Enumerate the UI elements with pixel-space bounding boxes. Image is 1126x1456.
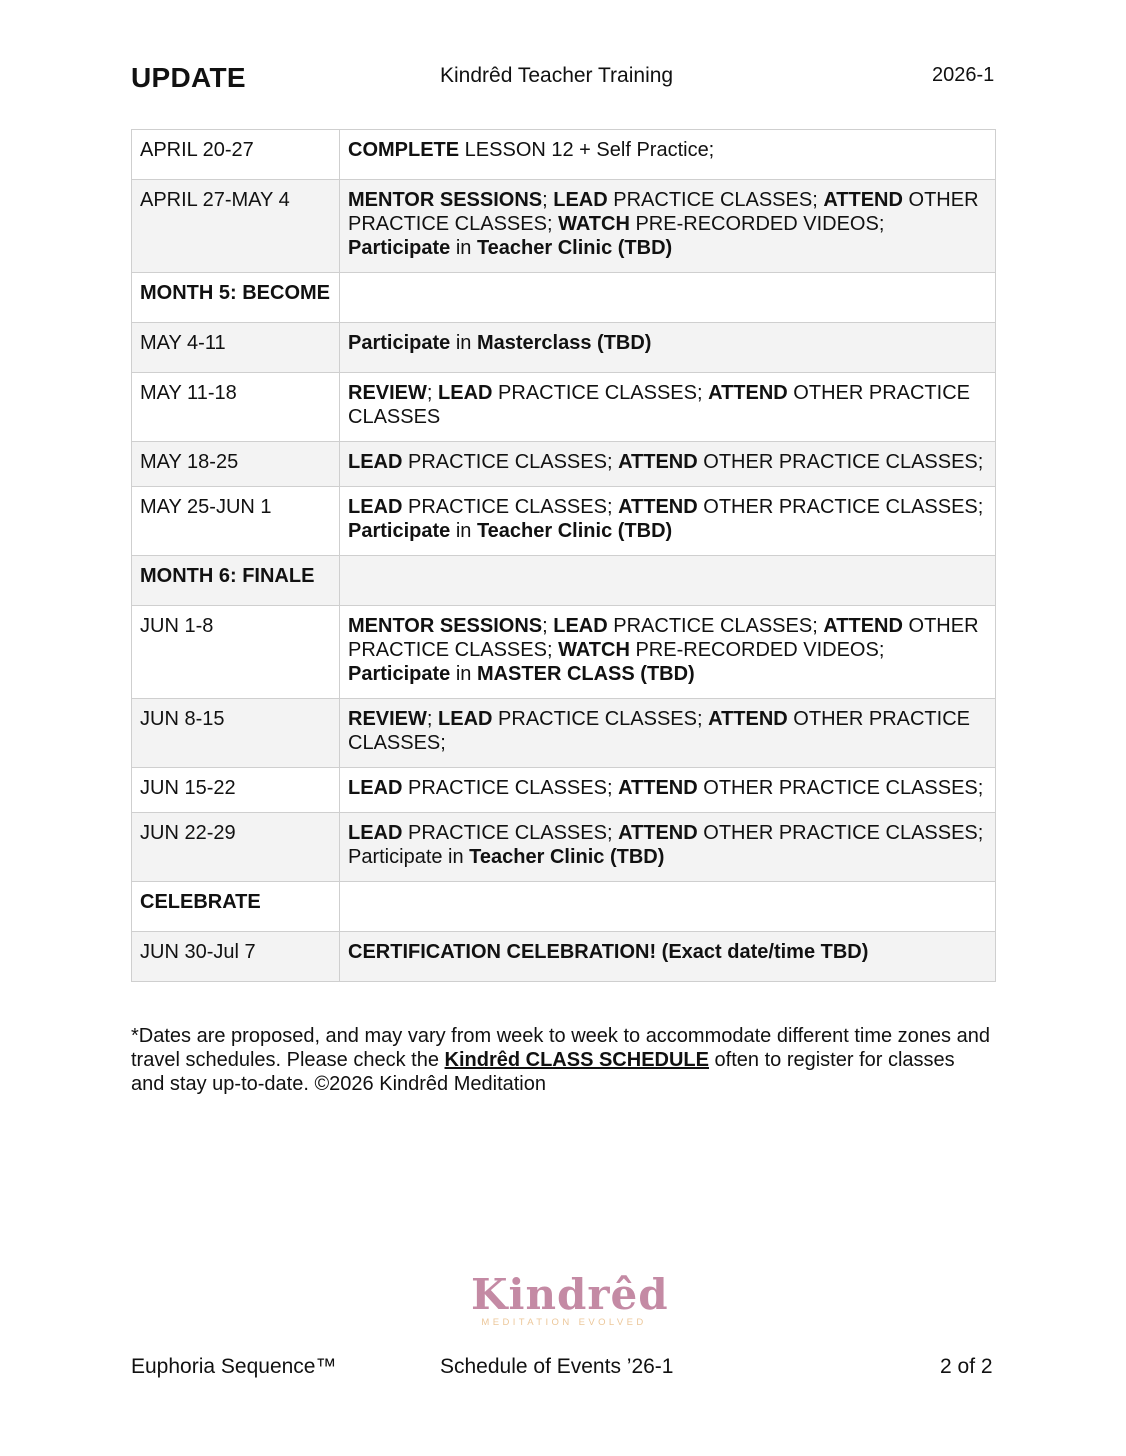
table-row [132,273,996,323]
activity-keyword: ATTEND [618,496,698,518]
activity-text: ; [542,615,554,637]
footer-sequence: Euphoria Sequence™ [131,1355,337,1378]
date-cell: MAY 11-18 [132,373,340,442]
activity-keyword: LEAD [553,189,608,211]
activity-text: in [450,663,477,685]
schedule-table-body [132,130,996,982]
activity-text: in [450,520,477,542]
activity-keyword: LEAD [348,777,403,799]
activity-keyword: Participate [348,520,451,542]
table-row [132,487,996,556]
table-row [132,373,996,442]
kindred-logo [471,1270,669,1328]
activity-cell [340,442,996,487]
table-row [132,932,996,982]
activity-keyword: ATTEND [618,777,698,799]
activity-text: OTHER PRACTICE CLASSES; [348,708,970,754]
activity-keyword: LEAD [348,451,403,473]
table-row [132,442,996,487]
activity-cell [340,768,996,813]
activity-text: OTHER PRACTICE CLASSES; Participate in [348,822,984,868]
logo-tagline: MEDITATION EVOLVED [481,1317,647,1328]
activity-keyword: Participate [348,663,451,685]
activity-keyword: WATCH [558,639,630,661]
activity-text: OTHER PRACTICE CLASSES; [348,615,979,661]
activity-keyword: LEAD [438,382,493,404]
date-cell: MAY 25-JUN 1 [132,487,340,556]
activity-text: PRE-RECORDED VIDEOS; [629,213,885,235]
activity-text: PRACTICE CLASSES; [402,777,619,799]
activity-cell [340,273,996,323]
activity-keyword: Teacher Clinic (TBD) [476,520,673,542]
activity-text: ; [426,708,439,730]
date-cell: APRIL 20-27 [132,130,340,180]
activity-keyword: ATTEND [708,708,788,730]
table-row [132,556,996,606]
activity-keyword: ATTEND [708,382,788,404]
date-cell: JUN 1-8 [132,606,340,699]
activity-keyword: LEAD [438,708,493,730]
table-row [132,768,996,813]
activity-keyword: ATTEND [823,615,903,637]
footnote [131,1024,991,1096]
activity-keyword: Participate [348,332,451,354]
activity-cell [340,130,996,180]
activity-text: PRACTICE CLASSES; [402,496,619,518]
table-row [132,699,996,768]
table-row [132,813,996,882]
date-cell: JUN 15-22 [132,768,340,813]
date-cell: APRIL 27-MAY 4 [132,180,340,273]
activity-keyword: MENTOR SESSIONS [348,615,543,637]
activity-keyword: REVIEW [348,708,427,730]
section-heading-cell: MONTH 6: FINALE [132,556,340,606]
activity-keyword: LEAD [348,822,403,844]
activity-keyword: REVIEW [348,382,427,404]
activity-text: in [450,237,477,259]
activity-keyword: ATTEND [618,451,698,473]
activity-text: ; [426,382,439,404]
activity-cell [340,323,996,373]
activity-text: OTHER PRACTICE CLASSES; [348,189,979,235]
activity-keyword: COMPLETE [348,139,460,161]
header-update: UPDATE [131,62,246,93]
activity-text: PRACTICE CLASSES; [492,708,709,730]
activity-keyword: LEAD [348,496,403,518]
activity-text: ; [542,189,554,211]
section-heading-cell: CELEBRATE [132,882,340,932]
activity-text: OTHER PRACTICE CLASSES; [697,777,984,799]
footnote-text-before: *Dates are proposed, and may vary from week to week to accommodate different time zones and travel schedules. Please check the [131,1025,990,1071]
logo-wordmark: Kindrêd [471,1270,669,1319]
activity-cell [340,373,996,442]
activity-text: PRACTICE CLASSES; [402,822,619,844]
footnote-text-after: often to register for classes and stay up-to-date. ©2026 Kindrêd Meditation [131,1049,955,1095]
date-cell: JUN 8-15 [132,699,340,768]
activity-text: PRACTICE CLASSES; [492,382,709,404]
activity-keyword: Teacher Clinic (TBD) [476,237,673,259]
header-term: 2026-1 [932,64,995,86]
activity-text: OTHER PRACTICE CLASSES [348,382,970,428]
date-cell: MAY 4-11 [132,323,340,373]
table-row [132,882,996,932]
activity-keyword: Masterclass (TBD) [476,332,652,354]
table-row [132,130,996,180]
section-heading-cell: MONTH 5: BECOME [132,273,340,323]
activity-text: PRACTICE CLASSES; [402,451,619,473]
activity-text: in [450,332,477,354]
activity-keyword: ATTEND [618,822,698,844]
activity-cell [340,487,996,556]
page-number: 2 of 2 [940,1355,993,1378]
activity-text: OTHER PRACTICE CLASSES; [697,496,984,518]
header-title: Kindrêd Teacher Training [440,64,674,87]
footer-title: Schedule of Events ’26-1 [440,1355,674,1378]
table-row [132,180,996,273]
activity-cell [340,813,996,882]
class-schedule-link[interactable]: Kindrêd CLASS SCHEDULE [444,1049,709,1071]
schedule-table [131,129,996,982]
date-cell: MAY 18-25 [132,442,340,487]
activity-keyword: WATCH [558,213,630,235]
activity-text: PRACTICE CLASSES; [607,189,824,211]
activity-cell [340,882,996,932]
activity-keyword: Participate [348,237,451,259]
activity-text: LESSON 12 + Self Practice; [459,139,715,161]
activity-keyword: ATTEND [823,189,903,211]
table-row [132,606,996,699]
date-cell: JUN 30-Jul 7 [132,932,340,982]
date-cell: JUN 22-29 [132,813,340,882]
activity-keyword: CERTIFICATION CELEBRATION! (Exact date/time TBD) [348,941,869,963]
activity-keyword: MASTER CLASS (TBD) [476,663,695,685]
activity-cell [340,556,996,606]
activity-keyword: LEAD [553,615,608,637]
activity-text: OTHER PRACTICE CLASSES; [697,451,984,473]
activity-text: PRACTICE CLASSES; [607,615,824,637]
activity-cell [340,699,996,768]
activity-cell [340,606,996,699]
activity-keyword: MENTOR SESSIONS [348,189,543,211]
activity-keyword: Teacher Clinic (TBD) [469,846,665,868]
activity-cell [340,180,996,273]
table-row [132,323,996,373]
activity-text: PRE-RECORDED VIDEOS; [629,639,885,661]
activity-cell [340,932,996,982]
